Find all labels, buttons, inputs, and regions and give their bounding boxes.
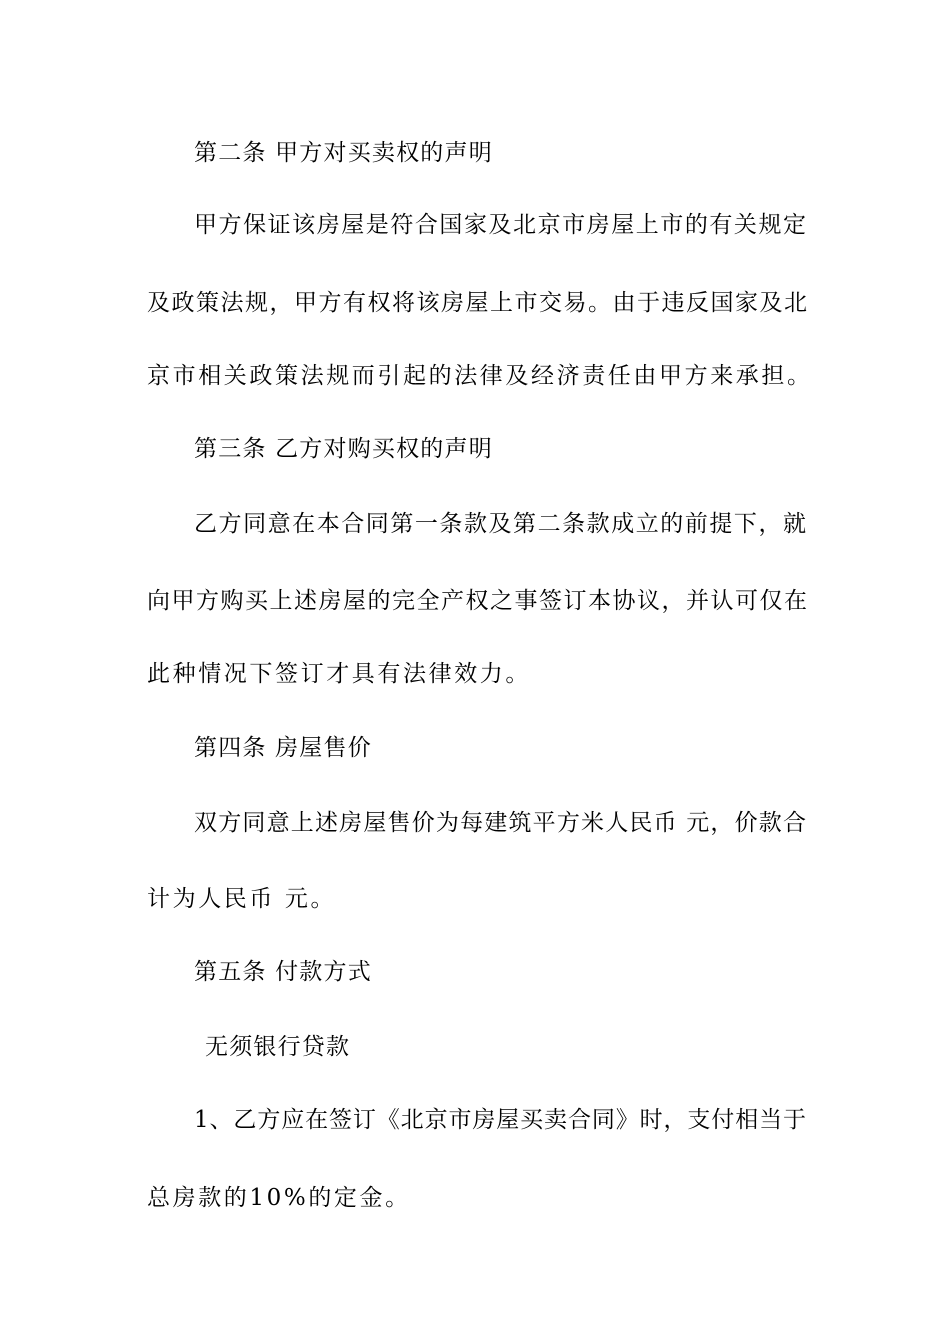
article-3-line-1: 乙方同意在本合同第一条款及第二条款成立的前提下，就 <box>194 511 806 537</box>
article-3-line-2: 向甲方购买上述房屋的完全产权之事签订本协议，并认可仅在 <box>147 588 807 614</box>
article-2-line-3: 京市相关政策法规而引起的法律及经济责任由甲方来承担。 <box>147 363 813 389</box>
article-2-heading: 第二条 甲方对买卖权的声明 <box>194 140 493 166</box>
article-3-line-3: 此种情况下签订才具有法律效力。 <box>147 661 531 687</box>
article-5-heading: 第五条 付款方式 <box>194 959 372 985</box>
payment-option-label: 无须银行贷款 <box>205 1034 351 1060</box>
payment-clause-1-line-1: 1、乙方应在签订《北京市房屋买卖合同》时，支付相当于 <box>194 1107 806 1133</box>
article-4-line-2: 计为人民币 元。 <box>147 886 337 912</box>
article-4-heading: 第四条 房屋售价 <box>194 735 372 761</box>
article-2-line-2: 及政策法规，甲方有权将该房屋上市交易。由于违反国家及北 <box>147 290 807 316</box>
payment-clause-1-line-2: 总房款的10%的定金。 <box>147 1185 411 1211</box>
article-2-line-1: 甲方保证该房屋是符合国家及北京市房屋上市的有关规定 <box>194 212 806 238</box>
article-4-line-1: 双方同意上述房屋售价为每建筑平方米人民币 元，价款合 <box>194 810 806 836</box>
article-3-heading: 第三条 乙方对购买权的声明 <box>194 436 493 462</box>
